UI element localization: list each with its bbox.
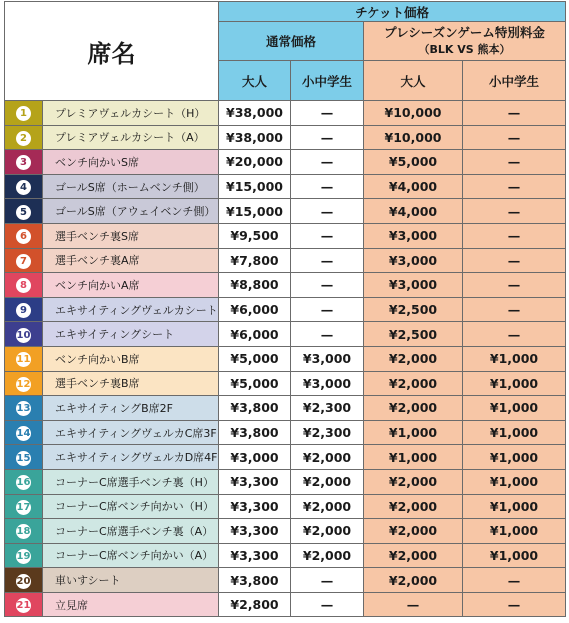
preseason-adult-price: ¥5,000 [364, 150, 463, 175]
preseason-adult-price: ¥4,000 [364, 199, 463, 224]
table-row [5, 469, 566, 494]
preseason-adult-price: ¥2,500 [364, 297, 463, 322]
regular-adult-price: ¥5,000 [219, 346, 291, 371]
preseason-child-price: — [463, 322, 566, 347]
table-row [5, 273, 566, 298]
ticket-price-table [4, 1, 566, 617]
regular-price-header [219, 22, 364, 61]
preseason-child-price: ¥1,000 [463, 519, 566, 544]
table-row [5, 125, 566, 150]
regular-child-price: — [291, 199, 364, 224]
regular-adult-price: ¥3,800 [219, 396, 291, 421]
regular-child-price: ¥2,000 [291, 543, 364, 568]
seat-name-cell: 選手ベンチ裏B席 [43, 371, 219, 396]
regular-child-price: ¥2,000 [291, 445, 364, 470]
table-row [5, 223, 566, 248]
preseason-child-header: 小中学生 [463, 61, 566, 101]
regular-adult-price: ¥3,300 [219, 469, 291, 494]
preseason-adult-price: ¥10,000 [364, 101, 463, 126]
preseason-child-price: — [463, 101, 566, 126]
table-row [5, 248, 566, 273]
seat-number-cell [5, 494, 43, 519]
preseason-adult-price: ¥10,000 [364, 125, 463, 150]
regular-adult-price: ¥6,000 [219, 297, 291, 322]
seat-name-cell: コーナーC席ベンチ向かい（A） [43, 543, 219, 568]
seat-name-cell: エキサイティングB席2F [43, 396, 219, 421]
seat-number-cell [5, 396, 43, 421]
preseason-price-header [364, 22, 566, 61]
seat-number-cell [5, 371, 43, 396]
regular-child-price: — [291, 273, 364, 298]
regular-adult-price: ¥3,800 [219, 568, 291, 593]
table-row [5, 519, 566, 544]
regular-child-header: 小中学生 [291, 61, 364, 101]
preseason-adult-price: ¥1,000 [364, 420, 463, 445]
regular-adult-price: ¥3,300 [219, 519, 291, 544]
regular-adult-price: ¥3,300 [219, 543, 291, 568]
seat-number-badge: 7 [16, 254, 31, 269]
seat-number-badge: 13 [16, 403, 31, 415]
regular-adult-price: ¥15,000 [219, 199, 291, 224]
table-header [5, 2, 566, 101]
seat-number-badge: 10 [16, 329, 31, 341]
regular-adult-price: ¥3,300 [219, 494, 291, 519]
seat-number-cell [5, 199, 43, 224]
preseason-adult-price: ¥2,000 [364, 494, 463, 519]
regular-child-price: — [291, 125, 364, 150]
seat-name-cell: 車いすシート [43, 568, 219, 593]
seat-number-cell [5, 445, 43, 470]
table-row [5, 420, 566, 445]
seat-number-badge: 12 [16, 378, 31, 390]
regular-adult-price: ¥6,000 [219, 322, 291, 347]
preseason-child-price: — [463, 592, 566, 617]
seat-number-badge: 15 [16, 452, 31, 464]
seat-name-cell: 選手ベンチ裏S席 [43, 223, 219, 248]
preseason-child-price: — [463, 223, 566, 248]
preseason-child-price: ¥1,000 [463, 494, 566, 519]
seat-number-badge: 16 [16, 477, 31, 489]
preseason-adult-price: ¥1,000 [364, 445, 463, 470]
preseason-child-price: ¥1,000 [463, 396, 566, 421]
seat-number-badge: 5 [16, 205, 31, 220]
preseason-child-price: — [463, 248, 566, 273]
preseason-adult-price: ¥2,000 [364, 346, 463, 371]
seat-name-cell: プレミアヴェルカシート（H） [43, 101, 219, 126]
seat-name-cell: ベンチ向かいB席 [43, 346, 219, 371]
seat-number-cell [5, 420, 43, 445]
seat-number-badge: 20 [16, 575, 31, 587]
regular-adult-price: ¥2,800 [219, 592, 291, 617]
seat-number-badge: 8 [16, 278, 31, 293]
seat-number-cell [5, 346, 43, 371]
seat-number-badge: 3 [16, 155, 31, 170]
seat-name-cell: プレミアヴェルカシート（A） [43, 125, 219, 150]
regular-adult-price: ¥20,000 [219, 150, 291, 175]
regular-child-price: — [291, 322, 364, 347]
regular-adult-price: ¥3,800 [219, 420, 291, 445]
seat-name-cell: エキサイティングシート [43, 322, 219, 347]
seat-name-cell: コーナーC席選手ベンチ裏（A） [43, 519, 219, 544]
seat-number-cell [5, 297, 43, 322]
regular-child-price: ¥2,300 [291, 396, 364, 421]
table-row [5, 592, 566, 617]
seat-number-badge: 2 [16, 131, 31, 146]
table-row [5, 297, 566, 322]
preseason-adult-price: — [364, 592, 463, 617]
preseason-adult-price: ¥3,000 [364, 273, 463, 298]
preseason-price-label: プレシーズンゲーム特別料金 [384, 25, 545, 40]
table-body [5, 101, 566, 617]
preseason-child-price: ¥1,000 [463, 420, 566, 445]
seat-number-cell [5, 174, 43, 199]
regular-child-price: ¥3,000 [291, 371, 364, 396]
seat-number-badge: 17 [16, 501, 31, 513]
table-row [5, 445, 566, 470]
preseason-adult-price: ¥2,000 [364, 396, 463, 421]
preseason-adult-price: ¥2,000 [364, 568, 463, 593]
seat-number-badge: 19 [16, 550, 31, 562]
preseason-adult-price: ¥2,000 [364, 543, 463, 568]
seat-number-badge: 18 [16, 526, 31, 538]
seat-name-cell: エキサイティングヴェルカC席3F [43, 420, 219, 445]
seat-number-badge: 1 [16, 106, 31, 121]
seat-number-cell [5, 248, 43, 273]
preseason-adult-price: ¥2,500 [364, 322, 463, 347]
regular-adult-header: 大人 [219, 61, 291, 101]
preseason-adult-price: ¥2,000 [364, 469, 463, 494]
regular-adult-price: ¥9,500 [219, 223, 291, 248]
regular-adult-price: ¥5,000 [219, 371, 291, 396]
regular-child-price: — [291, 101, 364, 126]
seat-number-cell [5, 101, 43, 126]
table-row [5, 174, 566, 199]
table-row [5, 346, 566, 371]
regular-adult-price: ¥8,800 [219, 273, 291, 298]
preseason-child-price: — [463, 125, 566, 150]
seat-number-badge: 21 [16, 600, 31, 612]
regular-adult-price: ¥38,000 [219, 125, 291, 150]
preseason-adult-price: ¥3,000 [364, 223, 463, 248]
regular-child-price: — [291, 592, 364, 617]
seat-name-cell: 立見席 [43, 592, 219, 617]
table-row [5, 150, 566, 175]
regular-child-price: — [291, 248, 364, 273]
preseason-child-price: — [463, 273, 566, 298]
regular-child-price: — [291, 297, 364, 322]
seat-name-cell: コーナーC席ベンチ向かい（H） [43, 494, 219, 519]
seat-number-badge: 9 [16, 303, 31, 318]
preseason-child-price: ¥1,000 [463, 371, 566, 396]
seat-name-header: 席名 [5, 2, 219, 101]
regular-adult-price: ¥7,800 [219, 248, 291, 273]
seat-number-cell [5, 273, 43, 298]
regular-child-price: — [291, 568, 364, 593]
preseason-child-price: — [463, 150, 566, 175]
regular-child-price: ¥2,000 [291, 494, 364, 519]
table-row [5, 199, 566, 224]
regular-adult-price: ¥3,000 [219, 445, 291, 470]
table-row [5, 568, 566, 593]
seat-name-cell: エキサイティングヴェルカシート [43, 297, 219, 322]
seat-name-cell: 選手ベンチ裏A席 [43, 248, 219, 273]
preseason-adult-price: ¥4,000 [364, 174, 463, 199]
seat-number-badge: 14 [16, 428, 31, 440]
seat-name-cell: ベンチ向かいS席 [43, 150, 219, 175]
seat-number-cell [5, 322, 43, 347]
seat-number-cell [5, 519, 43, 544]
regular-child-price: — [291, 223, 364, 248]
regular-child-price: ¥2,000 [291, 519, 364, 544]
preseason-adult-price: ¥2,000 [364, 519, 463, 544]
regular-child-price: — [291, 174, 364, 199]
preseason-adult-header: 大人 [364, 61, 463, 101]
regular-child-price: — [291, 150, 364, 175]
regular-price-label: 通常価格 [265, 34, 316, 49]
table-row [5, 322, 566, 347]
seat-name-cell: ベンチ向かいA席 [43, 273, 219, 298]
regular-adult-price: ¥15,000 [219, 174, 291, 199]
seat-number-cell [5, 469, 43, 494]
preseason-child-price: — [463, 568, 566, 593]
table-row [5, 101, 566, 126]
seat-number-cell [5, 125, 43, 150]
table-row [5, 494, 566, 519]
table-row [5, 543, 566, 568]
seat-number-cell [5, 568, 43, 593]
seat-name-cell: コーナーC席選手ベンチ裏（H） [43, 469, 219, 494]
preseason-adult-price: ¥2,000 [364, 371, 463, 396]
seat-number-badge: 4 [16, 180, 31, 195]
regular-child-price: ¥2,300 [291, 420, 364, 445]
regular-adult-price: ¥38,000 [219, 101, 291, 126]
seat-name-cell: ゴールS席（アウェイベンチ側） [43, 199, 219, 224]
preseason-child-price: ¥1,000 [463, 346, 566, 371]
preseason-child-price: ¥1,000 [463, 445, 566, 470]
preseason-adult-price: ¥3,000 [364, 248, 463, 273]
preseason-child-price: — [463, 199, 566, 224]
seat-number-badge: 6 [16, 229, 31, 244]
regular-child-price: ¥2,000 [291, 469, 364, 494]
seat-number-cell [5, 592, 43, 617]
preseason-child-price: — [463, 174, 566, 199]
seat-name-cell: ゴールS席（ホームベンチ側） [43, 174, 219, 199]
seat-number-cell [5, 150, 43, 175]
preseason-price-note: （BLK VS 熊本） [418, 43, 511, 56]
seat-number-badge: 11 [16, 354, 31, 366]
seat-name-cell: エキサイティングヴェルカD席4F [43, 445, 219, 470]
seat-number-cell [5, 223, 43, 248]
regular-child-price: ¥3,000 [291, 346, 364, 371]
table-row [5, 396, 566, 421]
ticket-price-header: チケット価格 [219, 2, 566, 22]
table-row [5, 371, 566, 396]
preseason-child-price: ¥1,000 [463, 543, 566, 568]
preseason-child-price: ¥1,000 [463, 469, 566, 494]
preseason-child-price: — [463, 297, 566, 322]
seat-number-cell [5, 543, 43, 568]
